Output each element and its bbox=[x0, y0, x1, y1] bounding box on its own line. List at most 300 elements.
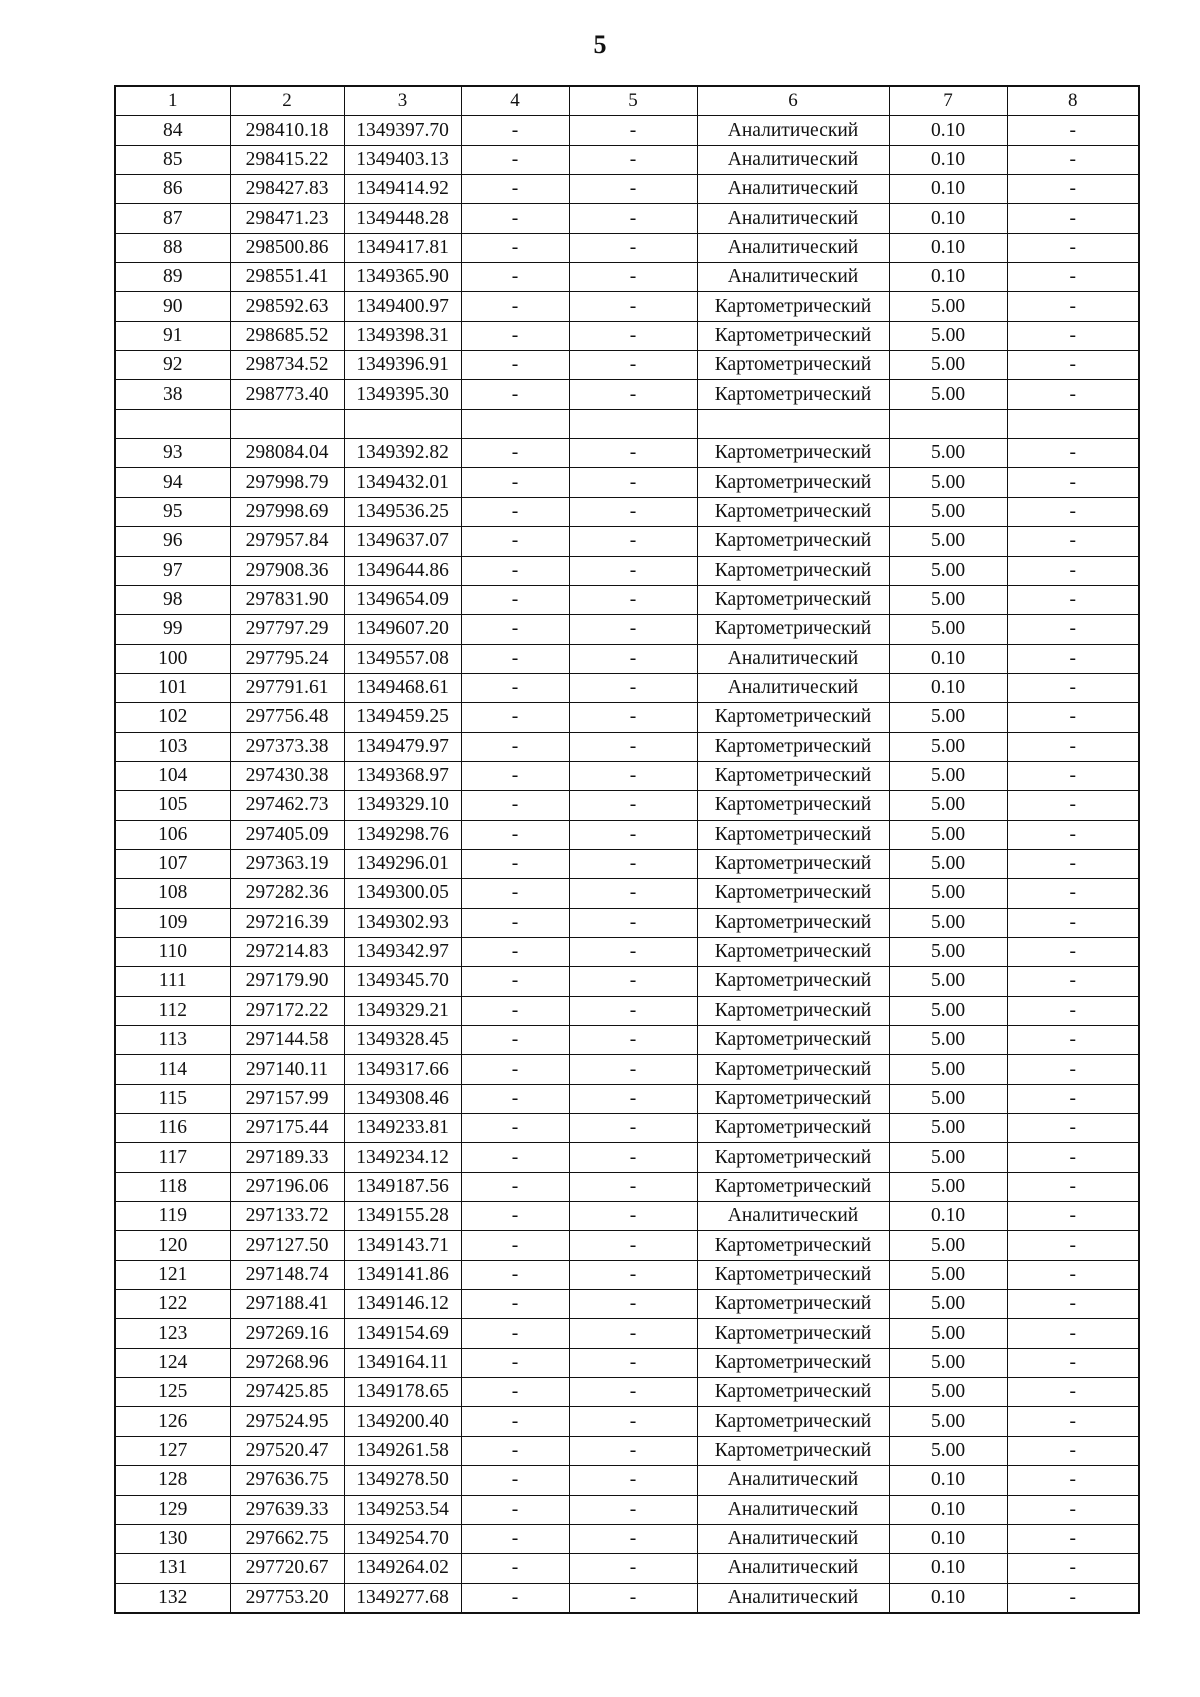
column-4-cell: - bbox=[461, 996, 569, 1025]
y-coordinate-cell: 1349302.93 bbox=[344, 908, 461, 937]
column-header-8: 8 bbox=[1007, 86, 1139, 116]
column-header-5: 5 bbox=[569, 86, 697, 116]
accuracy-cell: 5.00 bbox=[889, 585, 1007, 614]
accuracy-cell: 5.00 bbox=[889, 1348, 1007, 1377]
column-8-cell: - bbox=[1007, 204, 1139, 233]
method-cell: Картометрический bbox=[697, 1319, 889, 1348]
column-5-cell bbox=[569, 409, 697, 438]
column-8-cell: - bbox=[1007, 351, 1139, 380]
x-coordinate-cell: 297268.96 bbox=[230, 1348, 344, 1377]
method-cell: Аналитический bbox=[697, 1583, 889, 1613]
point-number-cell: 121 bbox=[115, 1260, 230, 1289]
point-number-cell: 101 bbox=[115, 673, 230, 702]
point-number-cell: 97 bbox=[115, 556, 230, 585]
x-coordinate-cell: 298415.22 bbox=[230, 145, 344, 174]
y-coordinate-cell: 1349392.82 bbox=[344, 439, 461, 468]
table-row bbox=[115, 116, 1139, 145]
x-coordinate-cell: 297188.41 bbox=[230, 1290, 344, 1319]
column-4-cell: - bbox=[461, 1084, 569, 1113]
column-4-cell: - bbox=[461, 233, 569, 262]
point-number-cell: 119 bbox=[115, 1202, 230, 1231]
column-4-cell: - bbox=[461, 439, 569, 468]
method-cell: Картометрический bbox=[697, 1114, 889, 1143]
column-4-cell: - bbox=[461, 1114, 569, 1143]
table-row bbox=[115, 1143, 1139, 1172]
y-coordinate-cell: 1349644.86 bbox=[344, 556, 461, 585]
column-5-cell: - bbox=[569, 292, 697, 321]
column-4-cell: - bbox=[461, 1055, 569, 1084]
y-coordinate-cell: 1349141.86 bbox=[344, 1260, 461, 1289]
method-cell: Картометрический bbox=[697, 1026, 889, 1055]
method-cell: Картометрический bbox=[697, 849, 889, 878]
accuracy-cell: 5.00 bbox=[889, 791, 1007, 820]
column-4-cell bbox=[461, 409, 569, 438]
x-coordinate-cell: 297189.33 bbox=[230, 1143, 344, 1172]
accuracy-cell: 5.00 bbox=[889, 967, 1007, 996]
table-row bbox=[115, 879, 1139, 908]
point-number-cell: 94 bbox=[115, 468, 230, 497]
column-8-cell: - bbox=[1007, 292, 1139, 321]
method-cell: Аналитический bbox=[697, 1466, 889, 1495]
point-number-cell: 110 bbox=[115, 937, 230, 966]
method-cell: Картометрический bbox=[697, 1260, 889, 1289]
point-number-cell: 123 bbox=[115, 1319, 230, 1348]
table-body bbox=[115, 116, 1139, 1613]
point-number-cell: 128 bbox=[115, 1466, 230, 1495]
point-number-cell: 115 bbox=[115, 1084, 230, 1113]
x-coordinate-cell: 297269.16 bbox=[230, 1319, 344, 1348]
column-4-cell: - bbox=[461, 497, 569, 526]
column-8-cell: - bbox=[1007, 1084, 1139, 1113]
y-coordinate-cell: 1349329.21 bbox=[344, 996, 461, 1025]
point-number-cell: 102 bbox=[115, 703, 230, 732]
column-8-cell: - bbox=[1007, 380, 1139, 409]
column-8-cell: - bbox=[1007, 1378, 1139, 1407]
column-5-cell: - bbox=[569, 1436, 697, 1465]
accuracy-cell: 5.00 bbox=[889, 292, 1007, 321]
accuracy-cell: 5.00 bbox=[889, 703, 1007, 732]
column-4-cell: - bbox=[461, 761, 569, 790]
x-coordinate-cell: 297425.85 bbox=[230, 1378, 344, 1407]
column-8-cell: - bbox=[1007, 615, 1139, 644]
x-coordinate-cell: 298084.04 bbox=[230, 439, 344, 468]
accuracy-cell: 5.00 bbox=[889, 351, 1007, 380]
column-8-cell: - bbox=[1007, 996, 1139, 1025]
method-cell: Картометрический bbox=[697, 908, 889, 937]
column-4-cell: - bbox=[461, 351, 569, 380]
table-row bbox=[115, 1084, 1139, 1113]
x-coordinate-cell: 298500.86 bbox=[230, 233, 344, 262]
method-cell: Картометрический bbox=[697, 1407, 889, 1436]
column-5-cell: - bbox=[569, 1554, 697, 1583]
column-8-cell: - bbox=[1007, 527, 1139, 556]
y-coordinate-cell: 1349468.61 bbox=[344, 673, 461, 702]
method-cell: Аналитический bbox=[697, 673, 889, 702]
column-4-cell: - bbox=[461, 1202, 569, 1231]
y-coordinate-cell: 1349155.28 bbox=[344, 1202, 461, 1231]
column-8-cell: - bbox=[1007, 497, 1139, 526]
table-row bbox=[115, 967, 1139, 996]
y-coordinate-cell: 1349253.54 bbox=[344, 1495, 461, 1524]
table-row bbox=[115, 1495, 1139, 1524]
y-coordinate-cell: 1349264.02 bbox=[344, 1554, 461, 1583]
column-5-cell: - bbox=[569, 1231, 697, 1260]
y-coordinate-cell: 1349308.46 bbox=[344, 1084, 461, 1113]
column-4-cell: - bbox=[461, 644, 569, 673]
method-cell: Картометрический bbox=[697, 791, 889, 820]
accuracy-cell: 0.10 bbox=[889, 233, 1007, 262]
table-row bbox=[115, 1231, 1139, 1260]
column-8-cell: - bbox=[1007, 1260, 1139, 1289]
x-coordinate-cell: 298427.83 bbox=[230, 175, 344, 204]
y-coordinate-cell: 1349178.65 bbox=[344, 1378, 461, 1407]
column-5-cell: - bbox=[569, 1172, 697, 1201]
column-5-cell: - bbox=[569, 116, 697, 145]
column-8-cell: - bbox=[1007, 732, 1139, 761]
accuracy-cell: 0.10 bbox=[889, 204, 1007, 233]
column-4-cell: - bbox=[461, 703, 569, 732]
y-coordinate-cell: 1349146.12 bbox=[344, 1290, 461, 1319]
x-coordinate-cell: 297196.06 bbox=[230, 1172, 344, 1201]
column-header-1: 1 bbox=[115, 86, 230, 116]
point-number-cell: 93 bbox=[115, 439, 230, 468]
column-5-cell: - bbox=[569, 145, 697, 174]
accuracy-cell: 0.10 bbox=[889, 1202, 1007, 1231]
table-row bbox=[115, 321, 1139, 350]
table-row bbox=[115, 644, 1139, 673]
x-coordinate-cell: 297216.39 bbox=[230, 908, 344, 937]
accuracy-cell: 5.00 bbox=[889, 732, 1007, 761]
y-coordinate-cell: 1349398.31 bbox=[344, 321, 461, 350]
method-cell: Картометрический bbox=[697, 1084, 889, 1113]
y-coordinate-cell: 1349417.81 bbox=[344, 233, 461, 262]
y-coordinate-cell: 1349403.13 bbox=[344, 145, 461, 174]
accuracy-cell: 0.10 bbox=[889, 1524, 1007, 1553]
column-4-cell: - bbox=[461, 1466, 569, 1495]
y-coordinate-cell: 1349459.25 bbox=[344, 703, 461, 732]
column-4-cell: - bbox=[461, 1554, 569, 1583]
column-4-cell: - bbox=[461, 175, 569, 204]
column-4-cell: - bbox=[461, 849, 569, 878]
column-5-cell: - bbox=[569, 468, 697, 497]
column-8-cell: - bbox=[1007, 908, 1139, 937]
column-4-cell: - bbox=[461, 1407, 569, 1436]
method-cell: Картометрический bbox=[697, 996, 889, 1025]
y-coordinate-cell bbox=[344, 409, 461, 438]
accuracy-cell: 0.10 bbox=[889, 1466, 1007, 1495]
column-8-cell: - bbox=[1007, 1319, 1139, 1348]
x-coordinate-cell bbox=[230, 409, 344, 438]
column-header-3: 3 bbox=[344, 86, 461, 116]
point-number-cell: 103 bbox=[115, 732, 230, 761]
method-cell: Картометрический bbox=[697, 820, 889, 849]
accuracy-cell: 5.00 bbox=[889, 1436, 1007, 1465]
table-row bbox=[115, 615, 1139, 644]
table-row bbox=[115, 263, 1139, 292]
y-coordinate-cell: 1349154.69 bbox=[344, 1319, 461, 1348]
column-5-cell: - bbox=[569, 1378, 697, 1407]
column-8-cell: - bbox=[1007, 585, 1139, 614]
x-coordinate-cell: 297140.11 bbox=[230, 1055, 344, 1084]
method-cell: Картометрический bbox=[697, 1231, 889, 1260]
accuracy-cell: 5.00 bbox=[889, 380, 1007, 409]
point-number-cell: 108 bbox=[115, 879, 230, 908]
coordinates-table bbox=[114, 85, 1140, 1614]
table-row bbox=[115, 996, 1139, 1025]
method-cell: Картометрический bbox=[697, 761, 889, 790]
table-row bbox=[115, 204, 1139, 233]
column-4-cell: - bbox=[461, 556, 569, 585]
column-8-cell: - bbox=[1007, 145, 1139, 174]
column-4-cell: - bbox=[461, 380, 569, 409]
x-coordinate-cell: 297720.67 bbox=[230, 1554, 344, 1583]
x-coordinate-cell: 297373.38 bbox=[230, 732, 344, 761]
y-coordinate-cell: 1349328.45 bbox=[344, 1026, 461, 1055]
point-number-cell: 107 bbox=[115, 849, 230, 878]
column-8-cell: - bbox=[1007, 761, 1139, 790]
accuracy-cell: 5.00 bbox=[889, 1143, 1007, 1172]
column-4-cell: - bbox=[461, 791, 569, 820]
column-header-7: 7 bbox=[889, 86, 1007, 116]
column-5-cell: - bbox=[569, 527, 697, 556]
y-coordinate-cell: 1349448.28 bbox=[344, 204, 461, 233]
column-8-cell: - bbox=[1007, 879, 1139, 908]
column-5-cell: - bbox=[569, 263, 697, 292]
x-coordinate-cell: 297831.90 bbox=[230, 585, 344, 614]
point-number-cell: 125 bbox=[115, 1378, 230, 1407]
column-4-cell: - bbox=[461, 1231, 569, 1260]
table-row bbox=[115, 233, 1139, 262]
point-number-cell: 98 bbox=[115, 585, 230, 614]
point-number-cell: 109 bbox=[115, 908, 230, 937]
column-5-cell: - bbox=[569, 820, 697, 849]
accuracy-cell: 5.00 bbox=[889, 1084, 1007, 1113]
point-number-cell: 122 bbox=[115, 1290, 230, 1319]
table-row bbox=[115, 1319, 1139, 1348]
accuracy-cell: 5.00 bbox=[889, 556, 1007, 585]
column-8-cell: - bbox=[1007, 1495, 1139, 1524]
method-cell: Картометрический bbox=[697, 1143, 889, 1172]
table-row bbox=[115, 585, 1139, 614]
method-cell: Аналитический bbox=[697, 1524, 889, 1553]
column-4-cell: - bbox=[461, 1172, 569, 1201]
table-row bbox=[115, 1378, 1139, 1407]
column-5-cell: - bbox=[569, 849, 697, 878]
table-row bbox=[115, 820, 1139, 849]
table-row bbox=[115, 527, 1139, 556]
column-4-cell: - bbox=[461, 1524, 569, 1553]
column-4-cell: - bbox=[461, 732, 569, 761]
y-coordinate-cell: 1349368.97 bbox=[344, 761, 461, 790]
column-4-cell: - bbox=[461, 1583, 569, 1613]
column-8-cell: - bbox=[1007, 1583, 1139, 1613]
x-coordinate-cell: 297127.50 bbox=[230, 1231, 344, 1260]
column-5-cell: - bbox=[569, 1260, 697, 1289]
column-8-cell: - bbox=[1007, 1348, 1139, 1377]
method-cell: Аналитический bbox=[697, 204, 889, 233]
x-coordinate-cell: 297998.69 bbox=[230, 497, 344, 526]
column-5-cell: - bbox=[569, 497, 697, 526]
column-4-cell: - bbox=[461, 1319, 569, 1348]
column-5-cell: - bbox=[569, 204, 697, 233]
column-5-cell: - bbox=[569, 321, 697, 350]
table-row bbox=[115, 1026, 1139, 1055]
column-8-cell: - bbox=[1007, 1407, 1139, 1436]
point-number-cell: 130 bbox=[115, 1524, 230, 1553]
column-8-cell: - bbox=[1007, 703, 1139, 732]
y-coordinate-cell: 1349234.12 bbox=[344, 1143, 461, 1172]
method-cell: Картометрический bbox=[697, 468, 889, 497]
x-coordinate-cell: 298685.52 bbox=[230, 321, 344, 350]
point-number-cell: 112 bbox=[115, 996, 230, 1025]
column-4-cell: - bbox=[461, 468, 569, 497]
column-8-cell: - bbox=[1007, 673, 1139, 702]
accuracy-cell: 0.10 bbox=[889, 145, 1007, 174]
column-5-cell: - bbox=[569, 615, 697, 644]
y-coordinate-cell: 1349536.25 bbox=[344, 497, 461, 526]
method-cell: Картометрический bbox=[697, 585, 889, 614]
column-8-cell: - bbox=[1007, 1466, 1139, 1495]
y-coordinate-cell: 1349298.76 bbox=[344, 820, 461, 849]
x-coordinate-cell: 297144.58 bbox=[230, 1026, 344, 1055]
y-coordinate-cell: 1349365.90 bbox=[344, 263, 461, 292]
point-number-cell: 132 bbox=[115, 1583, 230, 1613]
y-coordinate-cell: 1349164.11 bbox=[344, 1348, 461, 1377]
method-cell: Картометрический bbox=[697, 967, 889, 996]
column-5-cell: - bbox=[569, 1319, 697, 1348]
method-cell: Картометрический bbox=[697, 879, 889, 908]
table-row bbox=[115, 175, 1139, 204]
column-5-cell: - bbox=[569, 1348, 697, 1377]
x-coordinate-cell: 297363.19 bbox=[230, 849, 344, 878]
point-number-cell: 100 bbox=[115, 644, 230, 673]
table-row bbox=[115, 1407, 1139, 1436]
point-number-cell: 88 bbox=[115, 233, 230, 262]
y-coordinate-cell: 1349345.70 bbox=[344, 967, 461, 996]
accuracy-cell: 5.00 bbox=[889, 1172, 1007, 1201]
x-coordinate-cell: 297179.90 bbox=[230, 967, 344, 996]
accuracy-cell: 5.00 bbox=[889, 1319, 1007, 1348]
method-cell: Аналитический bbox=[697, 1202, 889, 1231]
column-5-cell: - bbox=[569, 380, 697, 409]
y-coordinate-cell: 1349187.56 bbox=[344, 1172, 461, 1201]
column-8-cell: - bbox=[1007, 1554, 1139, 1583]
column-5-cell: - bbox=[569, 1466, 697, 1495]
column-8-cell: - bbox=[1007, 556, 1139, 585]
y-coordinate-cell: 1349278.50 bbox=[344, 1466, 461, 1495]
point-number-cell: 116 bbox=[115, 1114, 230, 1143]
column-5-cell: - bbox=[569, 1114, 697, 1143]
y-coordinate-cell: 1349607.20 bbox=[344, 615, 461, 644]
y-coordinate-cell: 1349654.09 bbox=[344, 585, 461, 614]
method-cell: Аналитический bbox=[697, 116, 889, 145]
method-cell: Аналитический bbox=[697, 1495, 889, 1524]
x-coordinate-cell: 297753.20 bbox=[230, 1583, 344, 1613]
accuracy-cell: 0.10 bbox=[889, 644, 1007, 673]
table-row bbox=[115, 791, 1139, 820]
method-cell: Аналитический bbox=[697, 233, 889, 262]
method-cell: Аналитический bbox=[697, 145, 889, 174]
column-8-cell: - bbox=[1007, 116, 1139, 145]
method-cell: Картометрический bbox=[697, 1378, 889, 1407]
accuracy-cell: 5.00 bbox=[889, 439, 1007, 468]
column-5-cell: - bbox=[569, 644, 697, 673]
accuracy-cell: 0.10 bbox=[889, 673, 1007, 702]
point-number-cell: 113 bbox=[115, 1026, 230, 1055]
column-5-cell: - bbox=[569, 937, 697, 966]
point-number-cell: 127 bbox=[115, 1436, 230, 1465]
point-number-cell: 87 bbox=[115, 204, 230, 233]
column-8-cell: - bbox=[1007, 233, 1139, 262]
method-cell: Картометрический bbox=[697, 556, 889, 585]
table-row bbox=[115, 409, 1139, 438]
accuracy-cell: 5.00 bbox=[889, 1055, 1007, 1084]
column-4-cell: - bbox=[461, 967, 569, 996]
x-coordinate-cell: 297795.24 bbox=[230, 644, 344, 673]
column-4-cell: - bbox=[461, 1260, 569, 1289]
point-number-cell: 96 bbox=[115, 527, 230, 556]
table-row bbox=[115, 1260, 1139, 1289]
accuracy-cell: 5.00 bbox=[889, 468, 1007, 497]
table-row bbox=[115, 497, 1139, 526]
accuracy-cell bbox=[889, 409, 1007, 438]
method-cell: Картометрический bbox=[697, 439, 889, 468]
accuracy-cell: 5.00 bbox=[889, 879, 1007, 908]
point-number-cell: 114 bbox=[115, 1055, 230, 1084]
column-5-cell: - bbox=[569, 439, 697, 468]
column-4-cell: - bbox=[461, 820, 569, 849]
column-5-cell: - bbox=[569, 1583, 697, 1613]
point-number-cell: 86 bbox=[115, 175, 230, 204]
table-row bbox=[115, 351, 1139, 380]
y-coordinate-cell: 1349200.40 bbox=[344, 1407, 461, 1436]
y-coordinate-cell: 1349397.70 bbox=[344, 116, 461, 145]
column-4-cell: - bbox=[461, 1026, 569, 1055]
column-4-cell: - bbox=[461, 879, 569, 908]
table-header-row bbox=[115, 86, 1139, 116]
x-coordinate-cell: 297175.44 bbox=[230, 1114, 344, 1143]
point-number-cell: 124 bbox=[115, 1348, 230, 1377]
column-8-cell: - bbox=[1007, 321, 1139, 350]
column-8-cell: - bbox=[1007, 1524, 1139, 1553]
accuracy-cell: 0.10 bbox=[889, 1495, 1007, 1524]
column-5-cell: - bbox=[569, 967, 697, 996]
column-5-cell: - bbox=[569, 1143, 697, 1172]
point-number-cell: 126 bbox=[115, 1407, 230, 1436]
column-5-cell: - bbox=[569, 1055, 697, 1084]
x-coordinate-cell: 297133.72 bbox=[230, 1202, 344, 1231]
column-8-cell: - bbox=[1007, 1055, 1139, 1084]
y-coordinate-cell: 1349317.66 bbox=[344, 1055, 461, 1084]
accuracy-cell: 0.10 bbox=[889, 175, 1007, 204]
y-coordinate-cell: 1349395.30 bbox=[344, 380, 461, 409]
y-coordinate-cell: 1349143.71 bbox=[344, 1231, 461, 1260]
accuracy-cell: 5.00 bbox=[889, 937, 1007, 966]
column-header-6: 6 bbox=[697, 86, 889, 116]
method-cell: Картометрический bbox=[697, 937, 889, 966]
column-8-cell: - bbox=[1007, 263, 1139, 292]
column-header-2: 2 bbox=[230, 86, 344, 116]
column-5-cell: - bbox=[569, 732, 697, 761]
column-8-cell: - bbox=[1007, 1436, 1139, 1465]
accuracy-cell: 5.00 bbox=[889, 761, 1007, 790]
point-number-cell: 90 bbox=[115, 292, 230, 321]
column-5-cell: - bbox=[569, 908, 697, 937]
accuracy-cell: 5.00 bbox=[889, 996, 1007, 1025]
accuracy-cell: 5.00 bbox=[889, 1407, 1007, 1436]
column-4-cell: - bbox=[461, 585, 569, 614]
column-5-cell: - bbox=[569, 1084, 697, 1113]
